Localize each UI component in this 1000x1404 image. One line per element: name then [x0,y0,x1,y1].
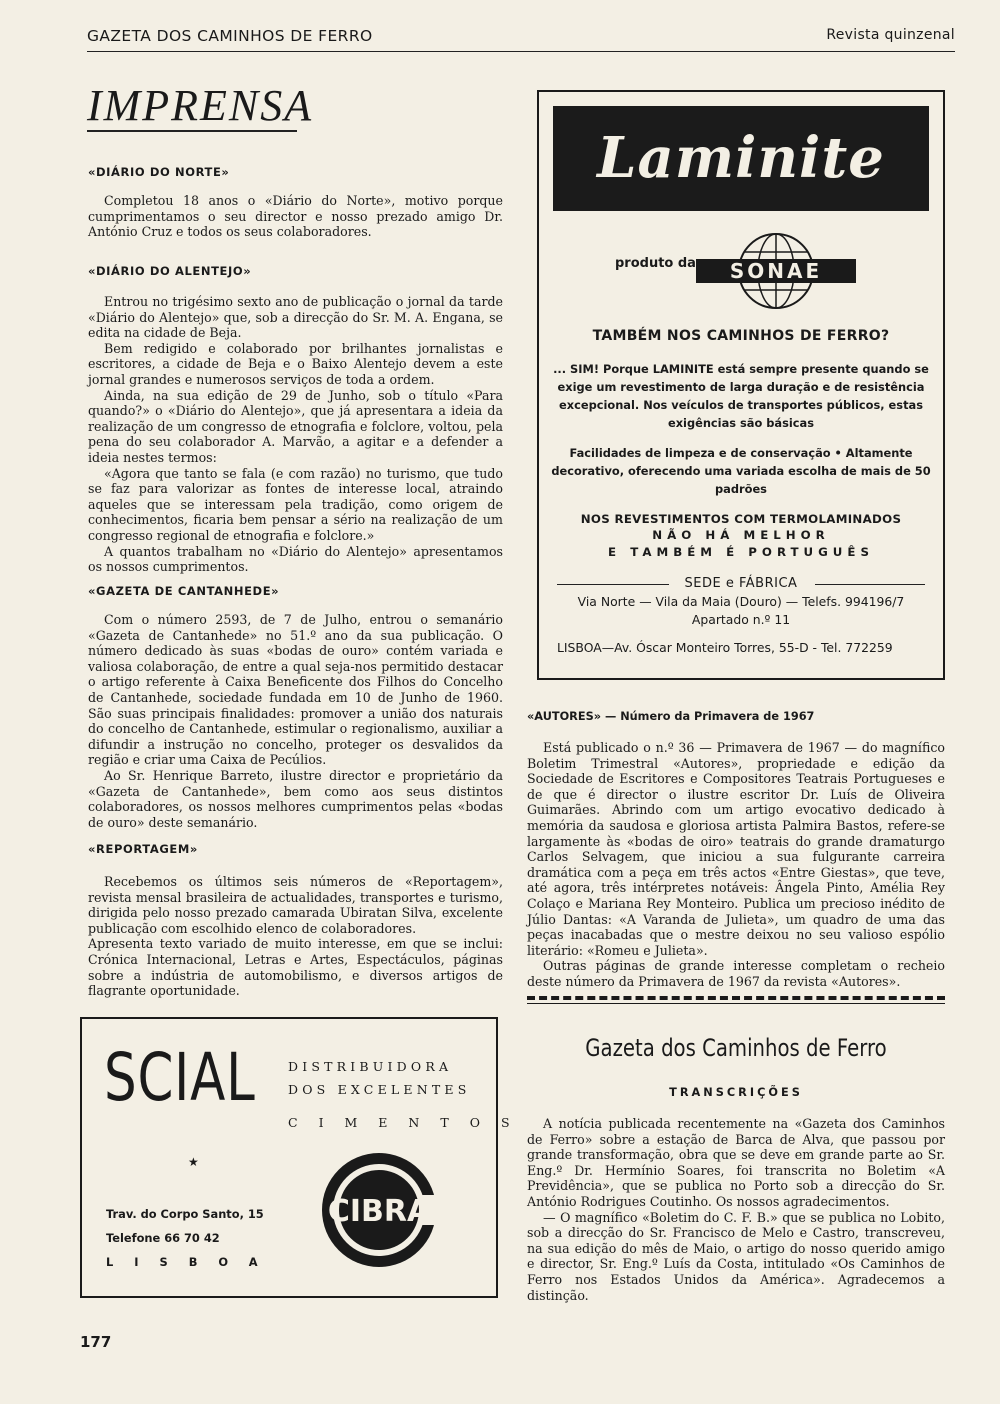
scial-phone: Telefone 66 70 42 [106,1231,220,1245]
article-paragraph: Está publicado o n.º 36 — Primavera de 1967 — do magnífico Boletim Trimestral «Autores», propriedade e edição da Sociedade de Escritores e Compositores Teatrais Portugueses e de que é director o ilustre escritor Dr. Luís de Oliveira Guimarães. Abrindo com um artigo evocativo dedicado à memória da saudosa e gloriosa artista Palmira Bastos, refere-se largamente às «bodas de oiro» teatrais do grande dramaturgo Carlos Selvagem, que iniciou a sua fulgurante carreira dramática com a peça em três actos «Entre Giestas», que teve, até agora, três intérpretes notáveis: Ângela Pinto, Amélia Rey Colaço e Mariana Rey Monteiro. Publica um precioso inédito de Júlio Dantas: «A Varanda de Julieta», um quadro de uma das peças inacabadas que o mestre deixou no seu valioso espólio literário: «Romeu e Julieta». [527,740,945,958]
article-transcricoes [527,1116,945,1303]
cibra-wordmark: CIBRA [327,1194,431,1229]
ad-line: DOS EXCELENTES [288,1082,471,1097]
article-paragraph: Ainda, na sua edição de 29 de Junho, sob o título «Para quando?» o «Diário do Alentejo», que já apresentara a ideia da realização de um congresso de etnografia e folclore, voltou, pela pena do seu colaborador A. Marvão, a agitar e a defender a ideia nestes termos: [88,387,503,465]
ad-tagline-3: E TAMBÉM É PORTUGUÊS [608,545,874,559]
cibra-logo [320,1151,438,1269]
running-header [87,27,955,52]
article-paragraph: Outras páginas de grande interesse completam o recheio deste número da Primavera de 1967 da revista «Autores». [527,958,945,989]
article-diario-norte [88,165,503,240]
article-paragraph: Bem redigido e colaborado por brilhantes jornalistas e escritores, a cidade de Beja e o Baixo Alentejo devem a este jornal grandes e numerosos serviços de toda a ordem. [88,340,503,387]
gazeta-subtitle: TRANSCRIÇÕES [669,1086,803,1099]
article-heading: «DIÁRIO DO ALENTEJO» [88,264,252,278]
postal-box: Apartado n.º 11 [691,612,791,627]
section-title: IMPRENSA [87,81,314,130]
article-paragraph: A quantos trabalham no «Diário do Alentejo» apresentamos os nossos cumprimentos. [88,543,503,575]
article-paragraph: Completou 18 anos o «Diário do Norte», motivo porque cumprimentamos o seu director e nosso prezado amigo Dr. António Cruz e todos os seus colaboradores. [88,193,503,240]
ad-tagline-2: NÃO HÁ MELHOR [652,528,830,542]
article-paragraph: Apresenta texto variado de muito interesse, em que se inclui: Crónica Internacional, Letras e Artes, Espectáculos, páginas sobre a indústria de automobilismo, e diversos artigos de flagrante oportunidade. [88,936,503,999]
ad-line: DISTRIBUIDORA [288,1059,453,1074]
factory-address: Via Norte — Vila da Maia (Douro) — Telefs. 994196/7 [577,594,905,609]
scial-advertisement [80,1017,531,1298]
lisboa-address: LISBOA—Av. Óscar Monteiro Torres, 55-D - Tel. 772259 [557,640,893,655]
ad-headline: TAMBÉM NOS CAMINHOS DE FERRO? [592,328,890,344]
sonae-globe-logo [696,232,856,310]
scial-city: LISBOA [106,1255,279,1269]
decorative-rule [527,996,945,1000]
article-heading: «DIÁRIO DO NORTE» [88,165,230,179]
sede-label: SEDE e FÁBRICA [684,576,798,591]
ad-tagline-1: NOS REVESTIMENTOS COM TERMOLAMINADOS [580,512,902,526]
article-paragraph: — O magnífico «Boletim do C. F. B.» que se publica no Lobito, sob a direcção do Sr. Francisco de Melo e Castro, transcreveu, na sua edição do mês de Maio, o artigo do nosso querido amigo e director, Sr. Eng.º Luís da Costa, intitulado «Os Caminhos de Ferro nos Estados Unidos da América». Agradecemos a distinção. [527,1209,945,1303]
article-diario-alentejo [88,264,503,575]
article-paragraph: Recebemos os últimos seis números de «Reportagem», revista mensal brasileira de actualidades, transportes e turismo, dirigida pelo nosso prezado camarada Ubiratan Silva, excelente publicação com escolhido elenco de colaboradores. [88,874,503,936]
article-paragraph: A notícia publicada recentemente na «Gazeta dos Caminhos de Ferro» sobre a estação de Barca de Alva, que passou por grande transformação, obra que se deve em grande parte ao Sr. Eng.º Dr. Hermínio Soares, foi transcrita no Boletim «A Previdência», que se publica no Porto sob a direcção do Sr. António Rodrigues Coutinho. Os nossos agradecimentos. [527,1116,945,1209]
article-heading: «AUTORES» — Número da Primavera de 1967 [527,710,815,723]
article-reportagem [88,842,503,999]
gazeta-section-title: Gazeta dos Caminhos de Ferro [585,1034,887,1062]
ad-line: CIMENTOS [288,1115,531,1130]
page-number: 177 [80,1333,112,1351]
article-heading: «GAZETA DE CANTANHEDE» [88,584,280,598]
article-autores [527,740,945,990]
article-paragraph: Com o número 2593, de 7 de Julho, entrou o semanário «Gazeta de Cantanhede» no 51.º ano da sua publicação. O número dedicado às suas «bodas de ouro» contém variada e valiosa colaboração, de entre a qual seja-nos permitido destacar o artigo referente à Caixa Beneficente dos Filhos do Concelho de Cantanhede, sociedade fundada em 10 de Junho de 1960. São suas principais finalidades: promover a união dos naturais do concelho de Cantanhede, estimular o regionalismo, auxiliar a difundir a instrução no concelho, proteger os desvalidos da região e criar uma Caixa de Pecúlios. [88,612,503,768]
ad-body: ... SIM! Porque LAMINITE está sempre presente quando se exige um revestimento de larga duração e de resistência excepcional. Nos veículos de transportes públicos, estas exigências são básicas [553,362,929,430]
ad-features: Facilidades de limpeza e de conservação • Altamente decorativo, oferecendo uma variada escolha de mais de 50 padrões [551,446,931,496]
article-heading: «REPORTAGEM» [88,842,198,856]
journal-title: GAZETA DOS CAMINHOS DE FERRO [87,27,373,45]
star-icon: ★ [188,1155,199,1169]
article-paragraph: Entrou no trigésimo sexto ano de publicação o jornal da tarde «Diário do Alentejo» que, sob a direcção do Sr. M. A. Engana, se edita na cidade de Beja. [88,294,503,341]
scial-logo: SCIAL [104,1039,256,1116]
produto-label: produto da [615,256,696,271]
laminite-logo: Laminite [553,106,929,211]
sonae-wordmark: SONAE [729,259,823,283]
article-gazeta-cantanhede [88,584,503,830]
scial-address: Trav. do Corpo Santo, 15 [106,1207,264,1221]
article-paragraph: «Agora que tanto se fala (e com razão) no turismo, que tudo se faz para valorizar as fontes de interesse local, atraindo aqueles que se interessam pela tradição, como origem de conhecimentos, ficaria bem pensar a sério na realização de um congresso regional de etnografia e folclore.» [88,465,503,543]
article-paragraph: Ao Sr. Henrique Barreto, ilustre director e proprietário da «Gazeta de Cantanhede», bem como aos seus distintos colaboradores, os nossos melhores cumprimentos pelas «bodas de ouro» deste semanário. [88,767,503,830]
decorative-rule [527,1003,945,1004]
journal-frequency: Revista quinzenal [826,27,955,43]
laminite-advertisement [537,90,945,680]
